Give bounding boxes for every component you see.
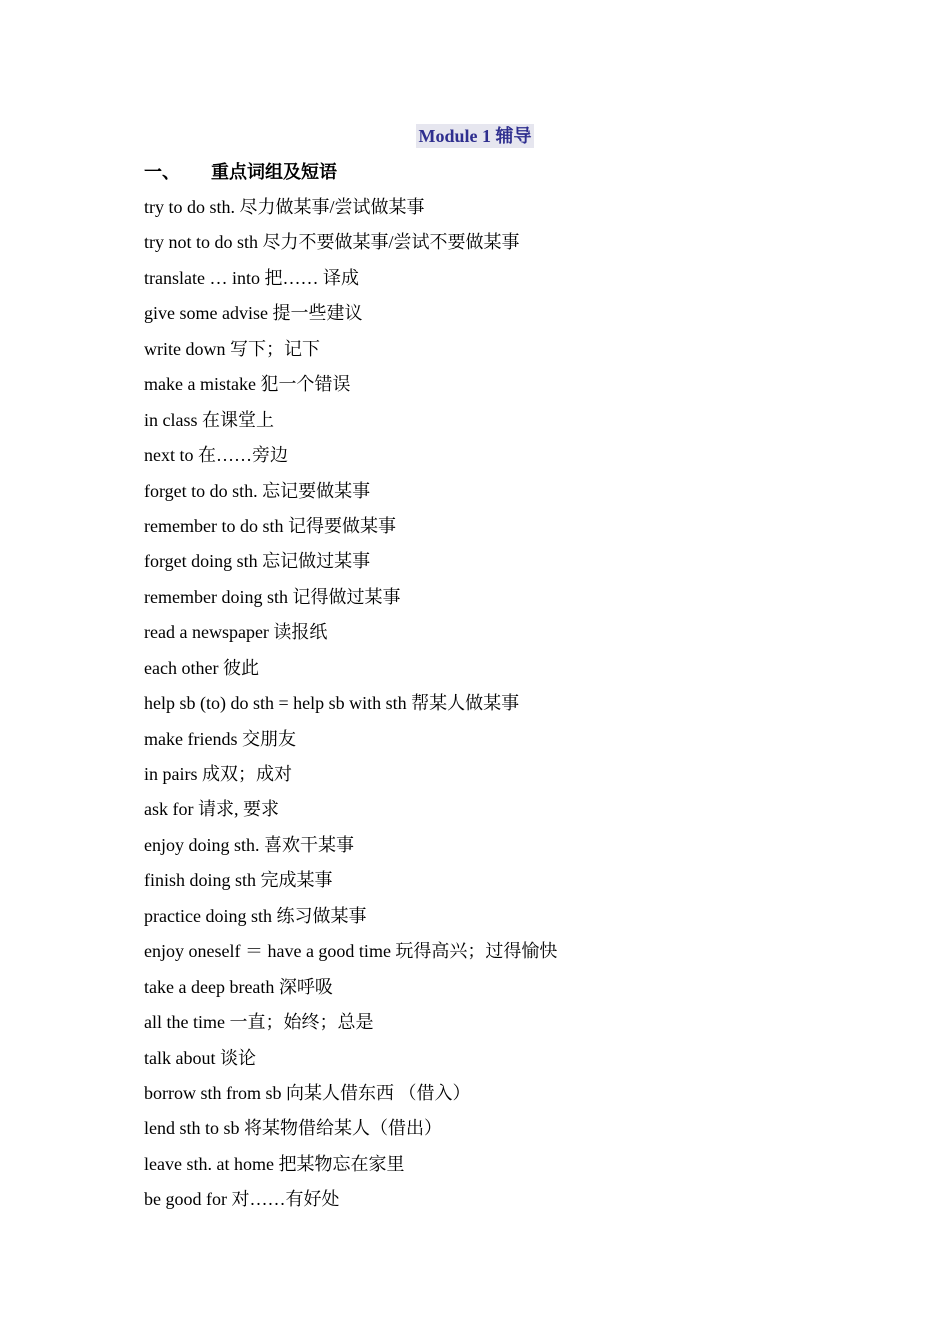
phrase-item: leave sth. at home 把某物忘在家里 (144, 1153, 405, 1174)
phrase-item: ask for 请求, 要求 (144, 799, 279, 820)
phrase-item: practice doing sth 练习做某事 (144, 905, 367, 926)
phrase-item: make friends 交朋友 (144, 728, 296, 749)
phrase-item: in class 在课堂上 (144, 409, 274, 430)
phrase-item: be good for 对……有好处 (144, 1189, 340, 1210)
document-title: Module 1 辅导 (418, 126, 532, 146)
phrase-item: help sb (to) do sth = help sb with sth 帮某人做某事 (144, 693, 520, 714)
phrase-item: make a mistake 犯一个错误 (144, 374, 351, 395)
phrase-item: try not to do sth 尽力不要做某事/尝试不要做某事 (144, 232, 520, 253)
phrase-item: translate … into 把…… 译成 (144, 267, 359, 288)
phrase-item: forget doing sth 忘记做过某事 (144, 551, 371, 572)
phrase-item: read a newspaper 读报纸 (144, 622, 328, 643)
phrase-item: finish doing sth 完成某事 (144, 870, 333, 891)
phrase-item: forget to do sth. 忘记要做某事 (144, 480, 371, 501)
phrase-item: give some advise 提一些建议 (144, 303, 363, 324)
section-heading (144, 159, 337, 185)
phrase-item: enjoy doing sth. 喜欢干某事 (144, 834, 354, 855)
phrase-item: in pairs 成双；成对 (144, 764, 292, 784)
phrase-item: each other 彼此 (144, 657, 259, 678)
title-container (0, 124, 950, 148)
phrase-item: borrow sth from sb 向某人借东西 （借入） (144, 1082, 471, 1103)
phrase-item: write down 写下；记下 (144, 338, 320, 359)
phrase-item: talk about 谈论 (144, 1047, 256, 1068)
phrase-item: try to do sth. 尽力做某事/尝试做某事 (144, 197, 425, 217)
section-number: 一、 (144, 162, 180, 182)
phrase-item: lend sth to sb 将某物借给某人（借出） (144, 1118, 443, 1139)
section-label: 重点词组及短语 (211, 162, 337, 182)
phrase-item: all the time 一直；始终；总是 (144, 1012, 374, 1033)
phrase-item: take a deep breath 深呼吸 (144, 976, 333, 997)
phrase-list (144, 194, 557, 1222)
phrase-item: remember doing sth 记得做过某事 (144, 586, 401, 607)
phrase-item: remember to do sth 记得要做某事 (144, 515, 396, 536)
phrase-item: next to 在……旁边 (144, 445, 288, 466)
phrase-item: enjoy oneself ＝ have a good time 玩得高兴；过得愉快 (144, 941, 558, 962)
